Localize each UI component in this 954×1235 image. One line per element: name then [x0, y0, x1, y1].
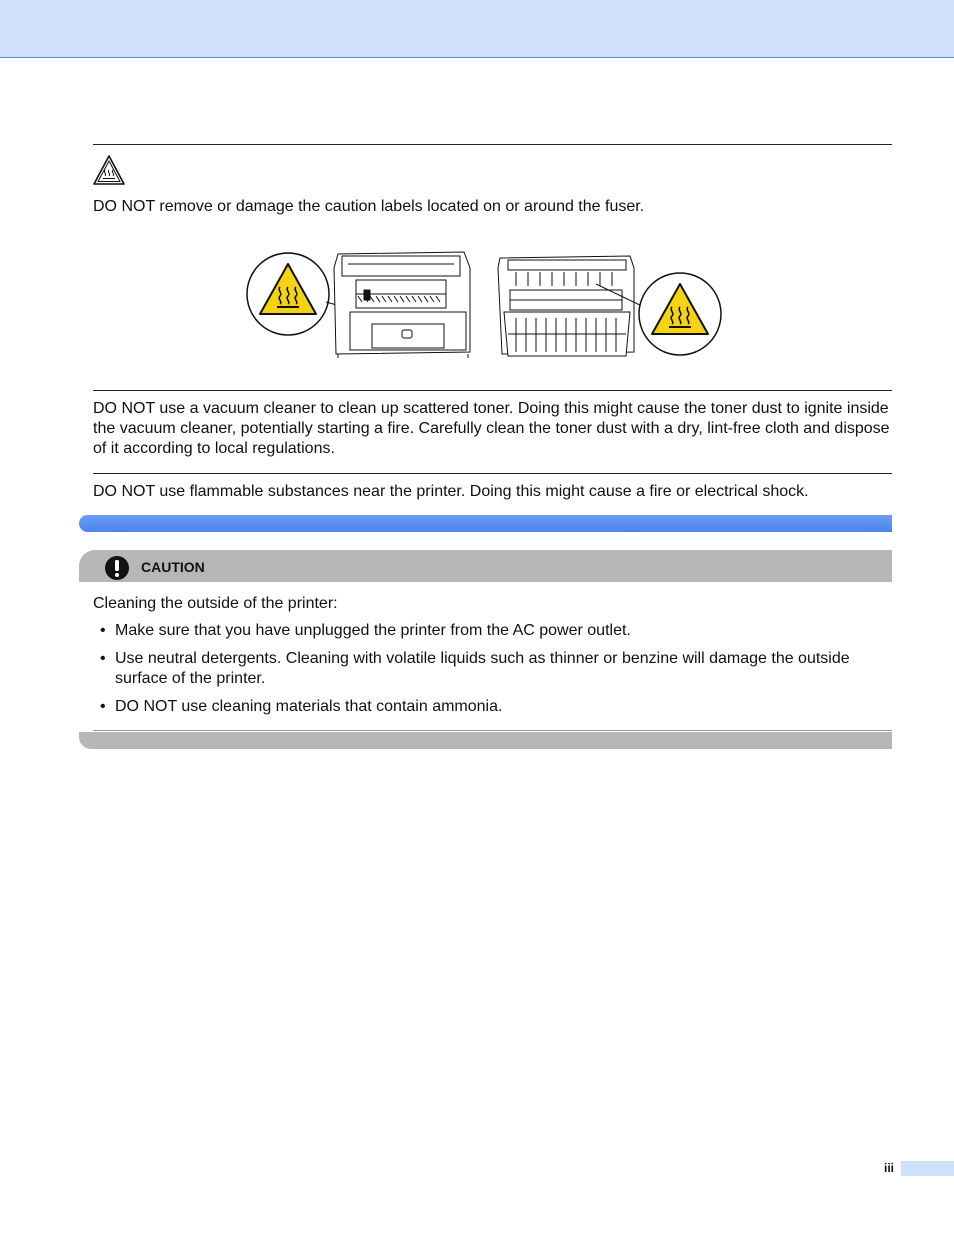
- hot-surface-icon: [93, 154, 125, 186]
- bullet-glyph: •: [100, 650, 106, 667]
- caution-label: CAUTION: [141, 559, 205, 575]
- list-item-text: Use neutral detergents. Cleaning with volatile liquids such as thinner or benzine will damage the outside surface of the printer.: [115, 650, 850, 687]
- divider: [93, 390, 892, 391]
- printer-fuser-illustration: [246, 244, 726, 364]
- flammable-warning-text: DO NOT use flammable substances near the printer. Doing this might cause a fire or electrical shock.: [93, 483, 809, 500]
- divider: [93, 144, 892, 145]
- hot-label-callout-left: [247, 253, 329, 335]
- caution-intro-text: Cleaning the outside of the printer:: [93, 595, 338, 612]
- page-tab: [901, 1161, 954, 1176]
- vacuum-warning-text: DO NOT use a vacuum cleaner to clean up scattered toner. Doing this might cause the toner dust to ignite inside the vacuum cleaner, potentially starting a fire. Carefully clean the toner dust with a dry, lint-free cloth and dispose of it according to local regulations.: [93, 400, 890, 457]
- list-item: [93, 697, 893, 717]
- hot-label-callout-right: [639, 273, 721, 355]
- divider: [93, 730, 892, 731]
- caution-bullet-list: [93, 621, 893, 725]
- warning-end-bar: [79, 515, 892, 532]
- printer-rear-view: [498, 256, 646, 356]
- header-band: [0, 0, 954, 58]
- divider: [93, 473, 892, 474]
- bullet-glyph: •: [100, 698, 106, 715]
- bullet-glyph: •: [100, 622, 106, 639]
- list-item: [93, 649, 893, 689]
- list-item-text: DO NOT use cleaning materials that contain ammonia.: [115, 698, 503, 715]
- list-item: [93, 621, 893, 641]
- exclamation-icon: [104, 555, 130, 581]
- page-number: iii: [883, 1161, 894, 1175]
- printer-front-view: [326, 252, 470, 358]
- caution-end-bar: [79, 732, 892, 749]
- list-item-text: Make sure that you have unplugged the printer from the AC power outlet.: [115, 622, 631, 639]
- fuser-warning-text: DO NOT remove or damage the caution labels located on or around the fuser.: [93, 198, 645, 215]
